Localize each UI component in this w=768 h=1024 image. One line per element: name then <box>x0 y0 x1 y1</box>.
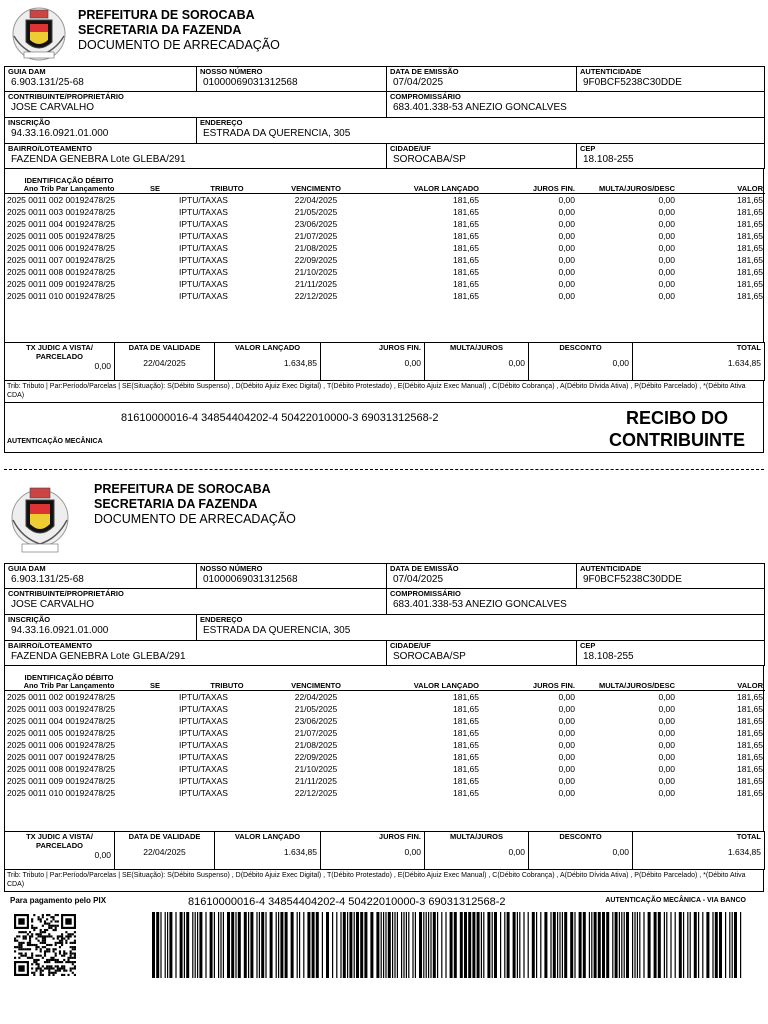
compromissario-label: COMPROMISSÁRIO <box>390 589 461 598</box>
col-se: SE <box>149 680 160 690</box>
item-valor-lancado: 181,65 <box>453 775 479 786</box>
item-vencimento: 22/12/2025 <box>294 787 338 798</box>
col-multa: MULTA/JUROS/DESC <box>599 183 675 193</box>
cep-label: CEP <box>580 144 596 153</box>
table-row <box>5 775 765 787</box>
legend-text: Trib: Tributo | Par:Período/Parcelas | SE(Situação): S(Débito Suspenso) , D(Débito Ajuiz Exec Digital) , T(Débito Protestado) , E(Débito Ajuiz Exec Manual) , C(Débito Cobrança) , A(Débito Dívida Ativa) , P(Débito Parcelado) , *(Débito Ativa CDA) <box>4 381 764 403</box>
table-row <box>5 193 765 206</box>
item-se <box>133 266 177 278</box>
item-juros: 0,00 <box>558 715 575 726</box>
contribuinte-value: JOSE CARVALHO <box>11 102 94 113</box>
cep-label: CEP <box>580 641 596 650</box>
item-se <box>133 787 177 799</box>
table-row <box>5 787 765 799</box>
valor-lancado-label: VALOR LANÇADO <box>234 832 301 841</box>
header-line1: PREFEITURA DE SOROCABA <box>78 8 255 22</box>
item-ident: 2025 0011 002 00192478/25 <box>7 691 116 702</box>
header-text <box>94 482 296 527</box>
item-se <box>133 751 177 763</box>
item-valor: 181,65 <box>737 775 763 786</box>
compromissario-value: 683.401.338-53 ANEZIO GONCALVES <box>393 599 567 610</box>
pix-qr-code-icon[interactable] <box>14 914 76 976</box>
item-multa: 0,00 <box>658 218 675 229</box>
receipt-title-line1: RECIBO DO <box>625 408 728 428</box>
tx-judic-label: TX JUDIC A VISTA/ PARCELADO <box>26 832 93 850</box>
item-se <box>133 775 177 787</box>
item-multa: 0,00 <box>658 290 675 301</box>
item-se <box>133 739 177 751</box>
item-se <box>133 690 177 703</box>
item-tributo: IPTU/TAXAS <box>179 787 228 798</box>
item-valor-lancado: 181,65 <box>453 242 479 253</box>
item-valor-lancado: 181,65 <box>453 218 479 229</box>
item-se <box>133 230 177 242</box>
item-juros: 0,00 <box>558 230 575 241</box>
bank-auth-label: AUTENTICAÇÃO MECÂNICA - VIA BANCO <box>605 897 746 904</box>
item-valor-lancado: 181,65 <box>453 691 479 702</box>
item-tributo: IPTU/TAXAS <box>179 278 228 289</box>
item-tributo: IPTU/TAXAS <box>179 254 228 265</box>
multa-label: MULTA/JUROS <box>449 343 504 352</box>
col-tributo: TRIBUTO <box>210 680 244 690</box>
item-se <box>133 763 177 775</box>
item-valor-lancado: 181,65 <box>453 727 479 738</box>
item-vencimento: 22/04/2025 <box>294 194 338 205</box>
receipt-title <box>609 407 745 451</box>
col-vencimento: VENCIMENTO <box>291 183 341 193</box>
item-valor-lancado: 181,65 <box>453 290 479 301</box>
item-valor: 181,65 <box>737 266 763 277</box>
item-vencimento: 22/04/2025 <box>294 691 338 702</box>
desconto-label: DESCONTO <box>559 343 602 352</box>
inscricao-value: 94.33.16.0921.01.000 <box>11 625 109 636</box>
nosso-numero-value: 01000069031312568 <box>203 574 298 585</box>
desconto-value: 0,00 <box>612 358 629 368</box>
bairro-label: BAIRRO/LOTEAMENTO <box>8 144 93 153</box>
receipt-title-line2: CONTRIBUINTE <box>609 430 745 450</box>
header-line2: SECRETARIA DA FAZENDA <box>78 23 242 37</box>
col-ident-label: IDENTIFICAÇÃO DÉBITO <box>24 672 114 682</box>
col-vencimento: VENCIMENTO <box>291 680 341 690</box>
validade-label: DATA DE VALIDADE <box>128 343 201 352</box>
item-valor: 181,65 <box>737 278 763 289</box>
juros-label: JUROS FIN. <box>378 832 421 841</box>
item-vencimento: 21/11/2025 <box>295 775 337 786</box>
total-value: 1.634,85 <box>727 358 761 368</box>
item-multa: 0,00 <box>658 703 675 714</box>
guia-dam-value: 6.903.131/25-68 <box>11 77 84 88</box>
item-vencimento: 23/06/2025 <box>294 715 338 726</box>
col-ident-label: IDENTIFICAÇÃO DÉBITO <box>24 175 114 185</box>
item-valor-lancado: 181,65 <box>453 230 479 241</box>
juros-label: JUROS FIN. <box>378 343 421 352</box>
item-valor: 181,65 <box>737 715 763 726</box>
item-tributo: IPTU/TAXAS <box>179 266 228 277</box>
item-juros: 0,00 <box>558 254 575 265</box>
table-row <box>5 266 765 278</box>
item-juros: 0,00 <box>558 278 575 289</box>
item-se <box>133 290 177 302</box>
col-valor-lancado: VALOR LANÇADO <box>413 183 479 193</box>
guia-dam-label: GUIA DAM <box>8 67 46 76</box>
contribuinte-label: CONTRIBUINTE/PROPRIETÁRIO <box>8 589 124 598</box>
col-se: SE <box>149 183 160 193</box>
item-multa: 0,00 <box>658 787 675 798</box>
item-valor-lancado: 181,65 <box>453 254 479 265</box>
item-ident: 2025 0011 009 00192478/25 <box>7 775 116 786</box>
item-valor: 181,65 <box>737 691 763 702</box>
item-multa: 0,00 <box>658 206 675 217</box>
col-juros: JUROS FIN. <box>532 183 575 193</box>
item-vencimento: 21/07/2025 <box>294 727 338 738</box>
item-ident: 2025 0011 005 00192478/25 <box>7 727 116 738</box>
autenticidade-value: 9F0BCF5238C30DDE <box>583 77 682 88</box>
item-juros: 0,00 <box>558 763 575 774</box>
bank-section <box>4 478 764 992</box>
item-valor-lancado: 181,65 <box>453 787 479 798</box>
nosso-numero-value: 01000069031312568 <box>203 77 298 88</box>
col-valor: VALOR <box>737 183 763 193</box>
item-valor-lancado: 181,65 <box>453 751 479 762</box>
items-body <box>5 690 765 799</box>
item-valor: 181,65 <box>737 787 763 798</box>
bairro-value: FAZENDA GENEBRA Lote GLEBA/291 <box>11 651 186 662</box>
item-multa: 0,00 <box>658 691 675 702</box>
city-crest-icon <box>8 6 70 62</box>
item-multa: 0,00 <box>658 266 675 277</box>
item-valor-lancado: 181,65 <box>453 703 479 714</box>
item-se <box>133 715 177 727</box>
item-valor: 181,65 <box>737 242 763 253</box>
item-se <box>133 727 177 739</box>
item-juros: 0,00 <box>558 727 575 738</box>
bank-footer <box>4 892 764 992</box>
cep-value: 18.108-255 <box>583 651 634 662</box>
item-juros: 0,00 <box>558 206 575 217</box>
header-line3: DOCUMENTO DE ARRECADAÇÃO <box>94 512 296 526</box>
document-header <box>4 478 764 563</box>
header-line2: SECRETARIA DA FAZENDA <box>94 497 258 511</box>
table-row <box>5 230 765 242</box>
item-vencimento: 22/09/2025 <box>294 751 338 762</box>
endereco-value: ESTRADA DA QUERENCIA, 305 <box>203 625 351 636</box>
validade-value: 22/04/2025 <box>143 358 186 368</box>
item-ident: 2025 0011 007 00192478/25 <box>7 254 116 265</box>
item-valor: 181,65 <box>737 218 763 229</box>
item-multa: 0,00 <box>658 715 675 726</box>
item-se <box>133 206 177 218</box>
item-vencimento: 21/10/2025 <box>294 763 338 774</box>
item-ident: 2025 0011 009 00192478/25 <box>7 278 116 289</box>
cidade-value: SOROCABA/SP <box>393 154 466 165</box>
item-multa: 0,00 <box>658 751 675 762</box>
inscricao-label: INSCRIÇÃO <box>8 615 51 624</box>
table-row <box>5 254 765 266</box>
item-valor-lancado: 181,65 <box>453 206 479 217</box>
item-multa: 0,00 <box>658 278 675 289</box>
receipt-section <box>4 0 764 453</box>
header-text <box>78 8 280 53</box>
validade-value: 22/04/2025 <box>143 847 186 857</box>
item-valor: 181,65 <box>737 230 763 241</box>
nosso-numero-label: NOSSO NÚMERO <box>200 67 263 76</box>
item-se <box>133 218 177 230</box>
item-juros: 0,00 <box>558 691 575 702</box>
tx-judic-value: 0,00 <box>94 850 111 860</box>
item-tributo: IPTU/TAXAS <box>179 763 228 774</box>
item-tributo: IPTU/TAXAS <box>179 739 228 750</box>
table-row <box>5 290 765 302</box>
item-tributo: IPTU/TAXAS <box>179 206 228 217</box>
item-multa: 0,00 <box>658 727 675 738</box>
item-tributo: IPTU/TAXAS <box>179 715 228 726</box>
item-valor-lancado: 181,65 <box>453 194 479 205</box>
item-tributo: IPTU/TAXAS <box>179 194 228 205</box>
autenticidade-label: AUTENTICIDADE <box>580 67 642 76</box>
item-juros: 0,00 <box>558 242 575 253</box>
item-vencimento: 21/08/2025 <box>294 739 338 750</box>
valor-lancado-value: 1.634,85 <box>283 847 317 857</box>
table-row <box>5 715 765 727</box>
item-vencimento: 22/12/2025 <box>294 290 338 301</box>
item-vencimento: 21/07/2025 <box>294 230 338 241</box>
item-valor: 181,65 <box>737 703 763 714</box>
compromissario-value: 683.401.338-53 ANEZIO GONCALVES <box>393 102 567 113</box>
item-multa: 0,00 <box>658 739 675 750</box>
city-crest-icon <box>8 482 72 558</box>
item-valor: 181,65 <box>737 739 763 750</box>
item-ident: 2025 0011 002 00192478/25 <box>7 194 116 205</box>
table-row <box>5 763 765 775</box>
item-multa: 0,00 <box>658 775 675 786</box>
item-tributo: IPTU/TAXAS <box>179 290 228 301</box>
item-juros: 0,00 <box>558 194 575 205</box>
totals-row <box>4 342 765 381</box>
inscricao-label: INSCRIÇÃO <box>8 118 51 127</box>
col-valor: VALOR <box>737 680 763 690</box>
autenticidade-label: AUTENTICIDADE <box>580 564 642 573</box>
item-valor-lancado: 181,65 <box>453 763 479 774</box>
item-se <box>133 193 177 206</box>
item-valor-lancado: 181,65 <box>453 739 479 750</box>
total-label: TOTAL <box>736 343 761 352</box>
bairro-value: FAZENDA GENEBRA Lote GLEBA/291 <box>11 154 186 165</box>
autenticidade-value: 9F0BCF5238C30DDE <box>583 574 682 585</box>
mechanical-auth-label: AUTENTICAÇÃO MECÂNICA <box>7 438 103 445</box>
item-valor: 181,65 <box>737 194 763 205</box>
col-ident <box>5 666 133 690</box>
item-ident: 2025 0011 008 00192478/25 <box>7 266 116 277</box>
item-multa: 0,00 <box>658 254 675 265</box>
item-juros: 0,00 <box>558 775 575 786</box>
header-line3: DOCUMENTO DE ARRECADAÇÃO <box>78 38 280 52</box>
contribuinte-value: JOSE CARVALHO <box>11 599 94 610</box>
table-row <box>5 690 765 703</box>
item-tributo: IPTU/TAXAS <box>179 218 228 229</box>
item-juros: 0,00 <box>558 266 575 277</box>
data-emissao-value: 07/04/2025 <box>393 77 444 88</box>
item-tributo: IPTU/TAXAS <box>179 775 228 786</box>
cut-line <box>4 469 764 470</box>
item-tributo: IPTU/TAXAS <box>179 230 228 241</box>
cidade-value: SOROCABA/SP <box>393 651 466 662</box>
item-valor: 181,65 <box>737 290 763 301</box>
item-juros: 0,00 <box>558 787 575 798</box>
cidade-label: CIDADE/UF <box>390 641 431 650</box>
barcode-icon <box>152 912 742 978</box>
col-valor-lancado: VALOR LANÇADO <box>413 680 479 690</box>
receipt-footer <box>4 403 764 453</box>
table-row <box>5 206 765 218</box>
contribuinte-label: CONTRIBUINTE/PROPRIETÁRIO <box>8 92 124 101</box>
pix-label: Para pagamento pelo PIX <box>10 896 107 905</box>
totals-row <box>4 831 765 870</box>
item-valor: 181,65 <box>737 206 763 217</box>
data-emissao-label: DATA DE EMISSÃO <box>390 67 459 76</box>
cidade-label: CIDADE/UF <box>390 144 431 153</box>
juros-value: 0,00 <box>404 847 421 857</box>
data-emissao-label: DATA DE EMISSÃO <box>390 564 459 573</box>
item-ident: 2025 0011 006 00192478/25 <box>7 739 116 750</box>
guia-dam-label: GUIA DAM <box>8 564 46 573</box>
table-row <box>5 751 765 763</box>
item-valor: 181,65 <box>737 254 763 265</box>
item-juros: 0,00 <box>558 739 575 750</box>
item-vencimento: 21/10/2025 <box>294 266 338 277</box>
table-row <box>5 278 765 290</box>
item-vencimento: 21/08/2025 <box>294 242 338 253</box>
item-ident: 2025 0011 007 00192478/25 <box>7 751 116 762</box>
item-vencimento: 22/09/2025 <box>294 254 338 265</box>
endereco-label: ENDEREÇO <box>200 615 243 624</box>
item-ident: 2025 0011 004 00192478/25 <box>7 218 116 229</box>
compromissario-label: COMPROMISSÁRIO <box>390 92 461 101</box>
items-body <box>5 193 765 302</box>
item-se <box>133 254 177 266</box>
item-ident: 2025 0011 003 00192478/25 <box>7 703 116 714</box>
item-multa: 0,00 <box>658 763 675 774</box>
total-label: TOTAL <box>736 832 761 841</box>
item-valor: 181,65 <box>737 751 763 762</box>
cep-value: 18.108-255 <box>583 154 634 165</box>
linha-digitavel: 81610000016-4 34854404202-4 50422010000-3 69031312568-2 <box>121 412 439 424</box>
tx-judic-label: TX JUDIC A VISTA/ PARCELADO <box>26 343 93 361</box>
table-row <box>5 218 765 230</box>
item-valor: 181,65 <box>737 727 763 738</box>
desconto-label: DESCONTO <box>559 832 602 841</box>
valor-lancado-label: VALOR LANÇADO <box>234 343 301 352</box>
item-vencimento: 21/05/2025 <box>294 703 338 714</box>
item-tributo: IPTU/TAXAS <box>179 703 228 714</box>
item-vencimento: 21/05/2025 <box>294 206 338 217</box>
item-valor-lancado: 181,65 <box>453 266 479 277</box>
validade-label: DATA DE VALIDADE <box>128 832 201 841</box>
item-juros: 0,00 <box>558 751 575 762</box>
item-ident: 2025 0011 004 00192478/25 <box>7 715 116 726</box>
multa-value: 0,00 <box>508 847 525 857</box>
item-vencimento: 21/11/2025 <box>295 278 337 289</box>
item-valor-lancado: 181,65 <box>453 278 479 289</box>
desconto-value: 0,00 <box>612 847 629 857</box>
linha-digitavel: 81610000016-4 34854404202-4 50422010000-3 69031312568-2 <box>188 896 506 908</box>
item-se <box>133 703 177 715</box>
multa-value: 0,00 <box>508 358 525 368</box>
col-ident <box>5 169 133 193</box>
item-juros: 0,00 <box>558 703 575 714</box>
endereco-value: ESTRADA DA QUERENCIA, 305 <box>203 128 351 139</box>
legend-text: Trib: Tributo | Par:Período/Parcelas | SE(Situação): S(Débito Suspenso) , D(Débito Ajuiz Exec Digital) , T(Débito Protestado) , E(Débito Ajuiz Exec Manual) , C(Débito Cobrança) , A(Débito Dívida Ativa) , P(Débito Parcelado) , *(Débito Ativa CDA) <box>4 870 764 892</box>
item-se <box>133 278 177 290</box>
col-ident-sub: Ano Trib Par Lançamento <box>23 183 115 193</box>
table-row <box>5 739 765 751</box>
item-ident: 2025 0011 010 00192478/25 <box>7 290 116 301</box>
table-row <box>5 703 765 715</box>
guia-dam-value: 6.903.131/25-68 <box>11 574 84 585</box>
taxpayer-info <box>4 563 765 666</box>
item-multa: 0,00 <box>658 242 675 253</box>
item-ident: 2025 0011 008 00192478/25 <box>7 763 116 774</box>
multa-label: MULTA/JUROS <box>449 832 504 841</box>
item-vencimento: 23/06/2025 <box>294 218 338 229</box>
table-row <box>5 242 765 254</box>
debit-items <box>4 169 764 342</box>
inscricao-value: 94.33.16.0921.01.000 <box>11 128 109 139</box>
item-se <box>133 242 177 254</box>
item-multa: 0,00 <box>658 230 675 241</box>
valor-lancado-value: 1.634,85 <box>283 358 317 368</box>
bairro-label: BAIRRO/LOTEAMENTO <box>8 641 93 650</box>
item-valor: 181,65 <box>737 763 763 774</box>
col-multa: MULTA/JUROS/DESC <box>599 680 675 690</box>
item-ident: 2025 0011 003 00192478/25 <box>7 206 116 217</box>
item-tributo: IPTU/TAXAS <box>179 751 228 762</box>
document-header <box>4 0 764 66</box>
item-ident: 2025 0011 010 00192478/25 <box>7 787 116 798</box>
item-tributo: IPTU/TAXAS <box>179 691 228 702</box>
debit-items <box>4 666 764 831</box>
item-tributo: IPTU/TAXAS <box>179 242 228 253</box>
item-multa: 0,00 <box>658 194 675 205</box>
col-tributo: TRIBUTO <box>210 183 244 193</box>
total-value: 1.634,85 <box>727 847 761 857</box>
nosso-numero-label: NOSSO NÚMERO <box>200 564 263 573</box>
data-emissao-value: 07/04/2025 <box>393 574 444 585</box>
item-juros: 0,00 <box>558 218 575 229</box>
juros-value: 0,00 <box>404 358 421 368</box>
item-valor-lancado: 181,65 <box>453 715 479 726</box>
item-ident: 2025 0011 006 00192478/25 <box>7 242 116 253</box>
header-line1: PREFEITURA DE SOROCABA <box>94 482 271 496</box>
item-tributo: IPTU/TAXAS <box>179 727 228 738</box>
item-ident: 2025 0011 005 00192478/25 <box>7 230 116 241</box>
taxpayer-info <box>4 66 765 169</box>
table-row <box>5 727 765 739</box>
endereco-label: ENDEREÇO <box>200 118 243 127</box>
item-juros: 0,00 <box>558 290 575 301</box>
tx-judic-value: 0,00 <box>94 361 111 371</box>
col-juros: JUROS FIN. <box>532 680 575 690</box>
col-ident-sub: Ano Trib Par Lançamento <box>23 680 115 690</box>
